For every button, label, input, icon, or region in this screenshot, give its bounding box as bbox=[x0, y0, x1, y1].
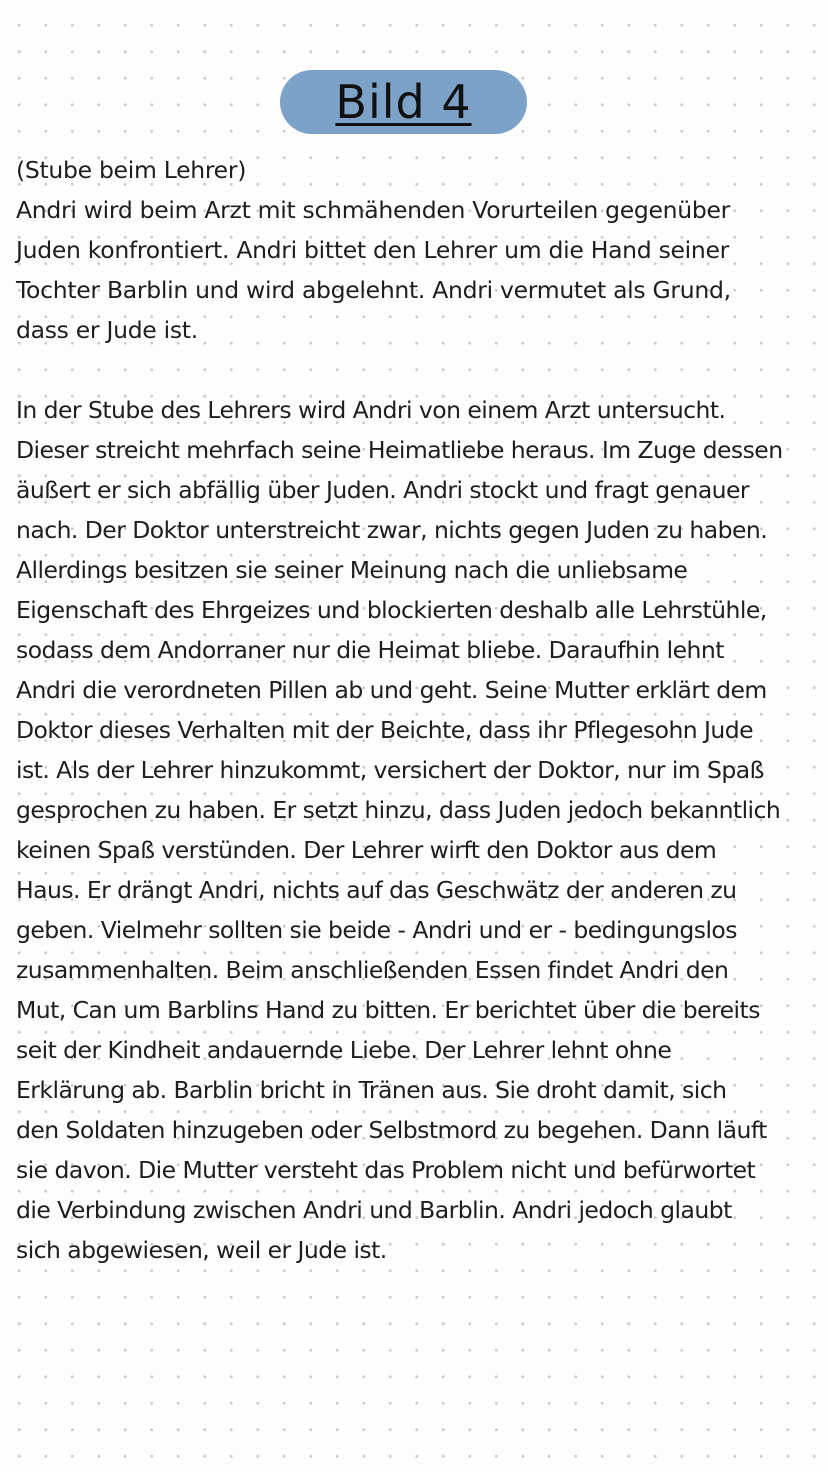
summary-paragraph bbox=[16, 150, 822, 350]
body-line: seit der Kindheit andauernde Liebe. Der Lehrer lehnt ohne bbox=[16, 1036, 672, 1064]
body-line: gesprochen zu haben. Er setzt hinzu, dass Juden jedoch bekanntlich bbox=[16, 796, 781, 824]
summary-line: Andri wird beim Arzt mit schmähenden Vorurteilen gegenüber bbox=[16, 196, 730, 224]
body-line: sie davon. Die Mutter versteht das Problem nicht und befürwortet bbox=[16, 1156, 756, 1184]
title-banner bbox=[280, 70, 527, 134]
body-line: äußert er sich abfällig über Juden. Andri stockt und fragt genauer bbox=[16, 476, 750, 504]
body-line: nach. Der Doktor unterstreicht zwar, nichts gegen Juden zu haben. bbox=[16, 516, 768, 544]
body-line: zusammenhalten. Beim anschließenden Essen findet Andri den bbox=[16, 956, 729, 984]
body-line: Allerdings besitzen sie seiner Meinung nach die unliebsame bbox=[16, 556, 688, 584]
summary-line: Tochter Barblin und wird abgelehnt. Andri vermutet als Grund, bbox=[16, 276, 731, 304]
body-line: die Verbindung zwischen Andri und Barblin. Andri jedoch glaubt bbox=[16, 1196, 732, 1224]
body-line: Haus. Er drängt Andri, nichts auf das Geschwätz der anderen zu bbox=[16, 876, 737, 904]
body-line: Mut, Can um Barblins Hand zu bitten. Er berichtet über die bereits bbox=[16, 996, 760, 1024]
body-paragraph bbox=[16, 390, 822, 1270]
summary-line: dass er Jude ist. bbox=[16, 316, 198, 344]
body-line: sich abgewiesen, weil er Jude ist. bbox=[16, 1236, 387, 1264]
body-line: Dieser streicht mehrfach seine Heimatliebe heraus. Im Zuge dessen bbox=[16, 436, 783, 464]
body-line: ist. Als der Lehrer hinzukommt, versichert der Doktor, nur im Spaß bbox=[16, 756, 764, 784]
body-line: Doktor dieses Verhalten mit der Beichte, dass ihr Pflegesohn Jude bbox=[16, 716, 754, 744]
page-title: Bild 4 bbox=[335, 75, 472, 129]
body-line: Eigenschaft des Ehrgeizes und blockierten deshalb alle Lehrstühle, bbox=[16, 596, 767, 624]
body-line: keinen Spaß verstünden. Der Lehrer wirft den Doktor aus dem bbox=[16, 836, 717, 864]
body-line: geben. Vielmehr sollten sie beide - Andri und er - bedingungslos bbox=[16, 916, 737, 944]
summary-line: Juden konfrontiert. Andri bittet den Lehrer um die Hand seiner bbox=[16, 236, 730, 264]
setting-line: (Stube beim Lehrer) bbox=[16, 156, 247, 184]
body-line: Andri die verordneten Pillen ab und geht. Seine Mutter erklärt dem bbox=[16, 676, 767, 704]
body-line: sodass dem Andorraner nur die Heimat bliebe. Daraufhin lehnt bbox=[16, 636, 724, 664]
body-line: den Soldaten hinzugeben oder Selbstmord zu begehen. Dann läuft bbox=[16, 1116, 767, 1144]
body-line: Erklärung ab. Barblin bricht in Tränen aus. Sie droht damit, sich bbox=[16, 1076, 727, 1104]
paragraph-gap bbox=[16, 350, 822, 390]
note-content bbox=[16, 150, 822, 1270]
body-line: In der Stube des Lehrers wird Andri von einem Arzt untersucht. bbox=[16, 396, 726, 424]
